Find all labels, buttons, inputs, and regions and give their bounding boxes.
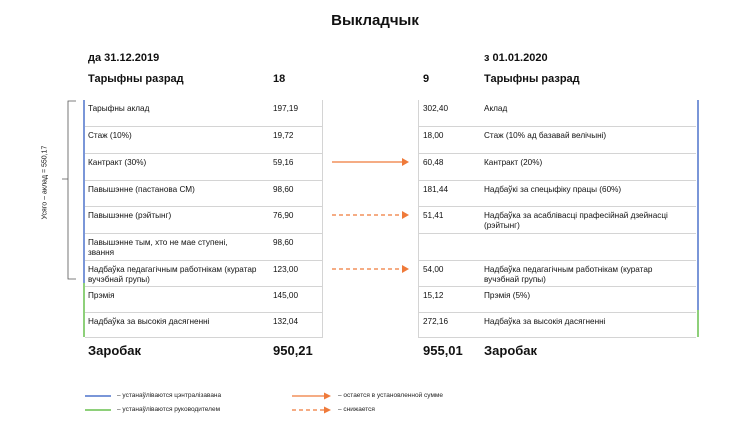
left-centralized-bar — [83, 100, 85, 283]
left-row-label: Павышэнне тым, хто не мае ступені, звання — [88, 238, 228, 257]
right-row-label: Аклад — [484, 104, 508, 113]
legend-solid-arrow-text: – остается в установленной сумме — [338, 392, 444, 399]
right-centralized-bar — [697, 100, 699, 310]
right-row-label: Стаж (10% ад базавай велічыні) — [484, 131, 607, 140]
right-row-value: 272,16 — [423, 317, 449, 326]
right-row-value: 15,12 — [423, 291, 444, 300]
left-divider — [85, 312, 322, 313]
left-row-value: 123,00 — [273, 265, 299, 274]
legend-solid-arrow-icon — [290, 391, 334, 401]
legend-green-text: – устанаўліваются руководителем — [117, 406, 221, 413]
left-divider — [85, 206, 322, 207]
legend-blue-text: – устанаўліваются цэнтралізавана — [117, 392, 222, 399]
arrow-right-solid-icon — [330, 156, 412, 168]
legend-blue-swatch — [85, 395, 111, 397]
left-row-label: Стаж (10%) — [88, 131, 132, 140]
left-row-value: 59,16 — [273, 158, 294, 167]
right-row-value: 302,40 — [423, 104, 449, 113]
right-grade-value: 9 — [423, 73, 430, 85]
right-row-label: Кантракт (20%) — [484, 158, 543, 167]
right-grade-label: Тарыфны разрад — [484, 73, 580, 85]
left-row-value: 76,90 — [273, 211, 294, 220]
right-divider — [418, 126, 696, 127]
left-row-value: 98,60 — [273, 185, 294, 194]
left-manager-bar — [83, 283, 85, 337]
arrow-right-dashed-icon — [330, 263, 412, 275]
page-title: Выкладчык — [331, 12, 419, 29]
left-row-value: 19,72 — [273, 131, 294, 140]
right-total-value: 955,01 — [423, 343, 463, 358]
left-divider — [85, 180, 322, 181]
right-divider — [418, 233, 696, 234]
right-divider — [418, 312, 696, 313]
brace-icon — [58, 97, 82, 287]
left-grade-label: Тарыфны разрад — [88, 73, 184, 85]
right-table-edge — [418, 100, 419, 338]
left-row-label: Надбаўка педагагічным работнікам (куратар вучэбнай групы) — [88, 265, 257, 284]
arrow-right-dashed-icon — [330, 209, 412, 221]
left-date: да 31.12.2019 — [88, 52, 160, 64]
legend-dashed-arrow-icon — [290, 405, 334, 415]
left-divider — [85, 153, 322, 154]
right-divider — [418, 260, 696, 261]
right-row-value: 60,48 — [423, 158, 444, 167]
right-row-value: 181,44 — [423, 185, 449, 194]
right-divider — [418, 286, 696, 287]
left-row-label: Кантракт (30%) — [88, 158, 147, 167]
right-row-value: 51,41 — [423, 211, 444, 220]
left-row-value: 98,60 — [273, 238, 294, 247]
left-grade-value: 18 — [273, 73, 286, 85]
left-row-label: Павышэнне (рэйтынг) — [88, 211, 172, 220]
right-divider — [418, 180, 696, 181]
right-row-value: 18,00 — [423, 131, 444, 140]
left-divider — [85, 286, 322, 287]
left-table-edge — [322, 100, 323, 338]
legend-green-swatch — [85, 409, 111, 411]
left-row-label: Прэмія — [88, 291, 115, 300]
left-row-label: Павышэнне (пастанова СМ) — [88, 185, 195, 194]
left-divider — [85, 233, 322, 234]
right-divider — [418, 153, 696, 154]
left-divider — [85, 260, 322, 261]
left-row-label: Тарыфны аклад — [88, 104, 150, 113]
right-row-label: Надбаўка за высокія дасягненні — [484, 317, 606, 326]
left-total-label: Заробак — [88, 343, 142, 358]
left-row-label: Надбаўка за высокія дасягненні — [88, 317, 210, 326]
left-row-value: 197,19 — [273, 104, 299, 113]
left-divider — [85, 126, 322, 127]
left-row-value: 132,04 — [273, 317, 299, 326]
right-date: з 01.01.2020 — [484, 52, 548, 64]
left-divider — [85, 337, 322, 338]
right-row-label: Надбаўка педагагічным работнікам (куратар вучэбнай групы) — [484, 265, 653, 284]
right-row-label: Надбаўка за асаблівасці прафесійнай дзейнасці (рэйтынг) — [484, 211, 668, 230]
left-row-value: 145,00 — [273, 291, 299, 300]
right-total-label: Заробак — [484, 343, 538, 358]
legend-dashed-arrow-text: – снижается — [338, 406, 375, 413]
side-total-label: Усяго – аклад = 550,17 — [41, 145, 49, 220]
left-total-value: 950,21 — [273, 343, 313, 358]
right-row-value: 54,00 — [423, 265, 444, 274]
right-row-label: Прэмія (5%) — [484, 291, 531, 300]
right-manager-bar — [697, 310, 699, 337]
right-row-label: Надбаўкі за спецыфіку працы (60%) — [484, 185, 622, 194]
right-divider — [418, 337, 696, 338]
right-divider — [418, 206, 696, 207]
